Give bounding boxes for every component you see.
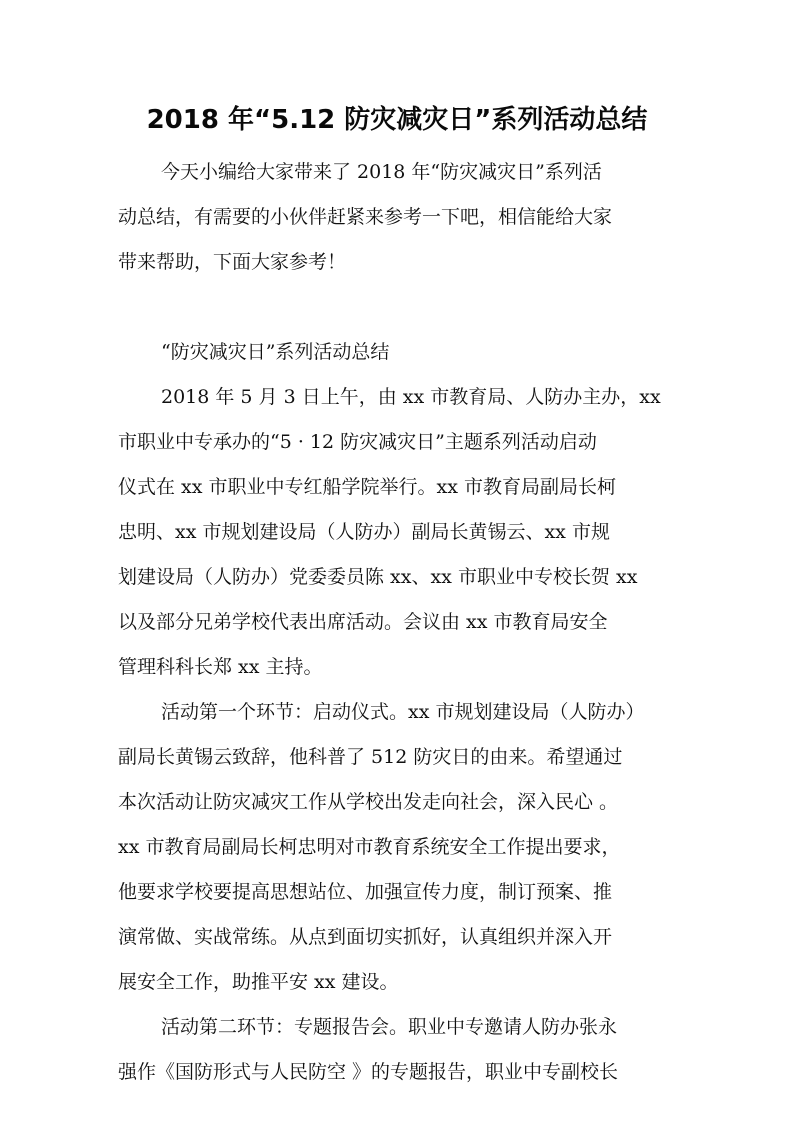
text-line: 活动第二环节：专题报告会。职业中专邀请人防办张永 — [161, 1016, 618, 1038]
text-line: 管理科科长郑 xx 主持。 — [118, 656, 323, 678]
text-line: 活动第一个环节：启动仪式。xx 市规划建设局（人防办） — [161, 701, 645, 723]
section-heading: “防灾减灾日”系列活动总结 — [161, 341, 390, 363]
paragraph-second-session — [118, 1005, 678, 1095]
text-line: 以及部分兄弟学校代表出席活动。会议由 xx 市教育局安全 — [118, 611, 608, 633]
text-line: 今天小编给大家带来了 2018 年“防灾减灾日”系列活 — [161, 161, 602, 183]
text-line: xx 市教育局副局长柯忠明对市教育系统安全工作提出要求， — [118, 836, 621, 858]
text-line: 市职业中专承办的“5 · 12 防灾减灾日”主题系列活动启动 — [118, 431, 597, 453]
paragraph-first-session — [118, 690, 678, 1005]
text-line: 划建设局（人防办）党委委员陈 xx、xx 市职业中专校长贺 xx — [118, 566, 638, 588]
text-line: 副局长黄锡云致辞，他科普了 512 防灾日的由来。希望通过 — [118, 746, 623, 768]
text-line: 2018 年 5 月 3 日上午，由 xx 市教育局、人防办主办，xx — [161, 386, 661, 408]
text-line: 忠明、xx 市规划建设局（人防办）副局长黄锡云、xx 市规 — [118, 521, 610, 543]
text-line: 他要求学校要提高思想站位、加强宣传力度，制订预案、推 — [118, 881, 613, 903]
text-line: 强作《国防形式与人民防空 》的专题报告，职业中专副校长 — [118, 1061, 619, 1083]
text-line: 本次活动让防灾减灾工作从学校出发走向社会，深入民心 。 — [118, 791, 619, 813]
blank-line — [118, 285, 678, 330]
intro-paragraph — [118, 150, 678, 285]
text-line: 展安全工作，助推平安 xx 建设。 — [118, 971, 399, 993]
paragraph-launch-ceremony — [118, 375, 678, 690]
text-line: 演常做、实战常练。从点到面切实抓好，认真组织并深入开 — [118, 926, 613, 948]
document-title: 2018 年“5.12 防灾减灾日”系列活动总结 — [146, 105, 648, 135]
text-line: 动总结，有需要的小伙伴赶紧来参考一下吧，相信能给大家 — [118, 206, 613, 228]
text-line: 带来帮助，下面大家参考！ — [118, 251, 347, 273]
text-line: 仪式在 xx 市职业中专红船学院举行。xx 市教育局副局长柯 — [118, 476, 616, 498]
document-body — [118, 150, 678, 1095]
